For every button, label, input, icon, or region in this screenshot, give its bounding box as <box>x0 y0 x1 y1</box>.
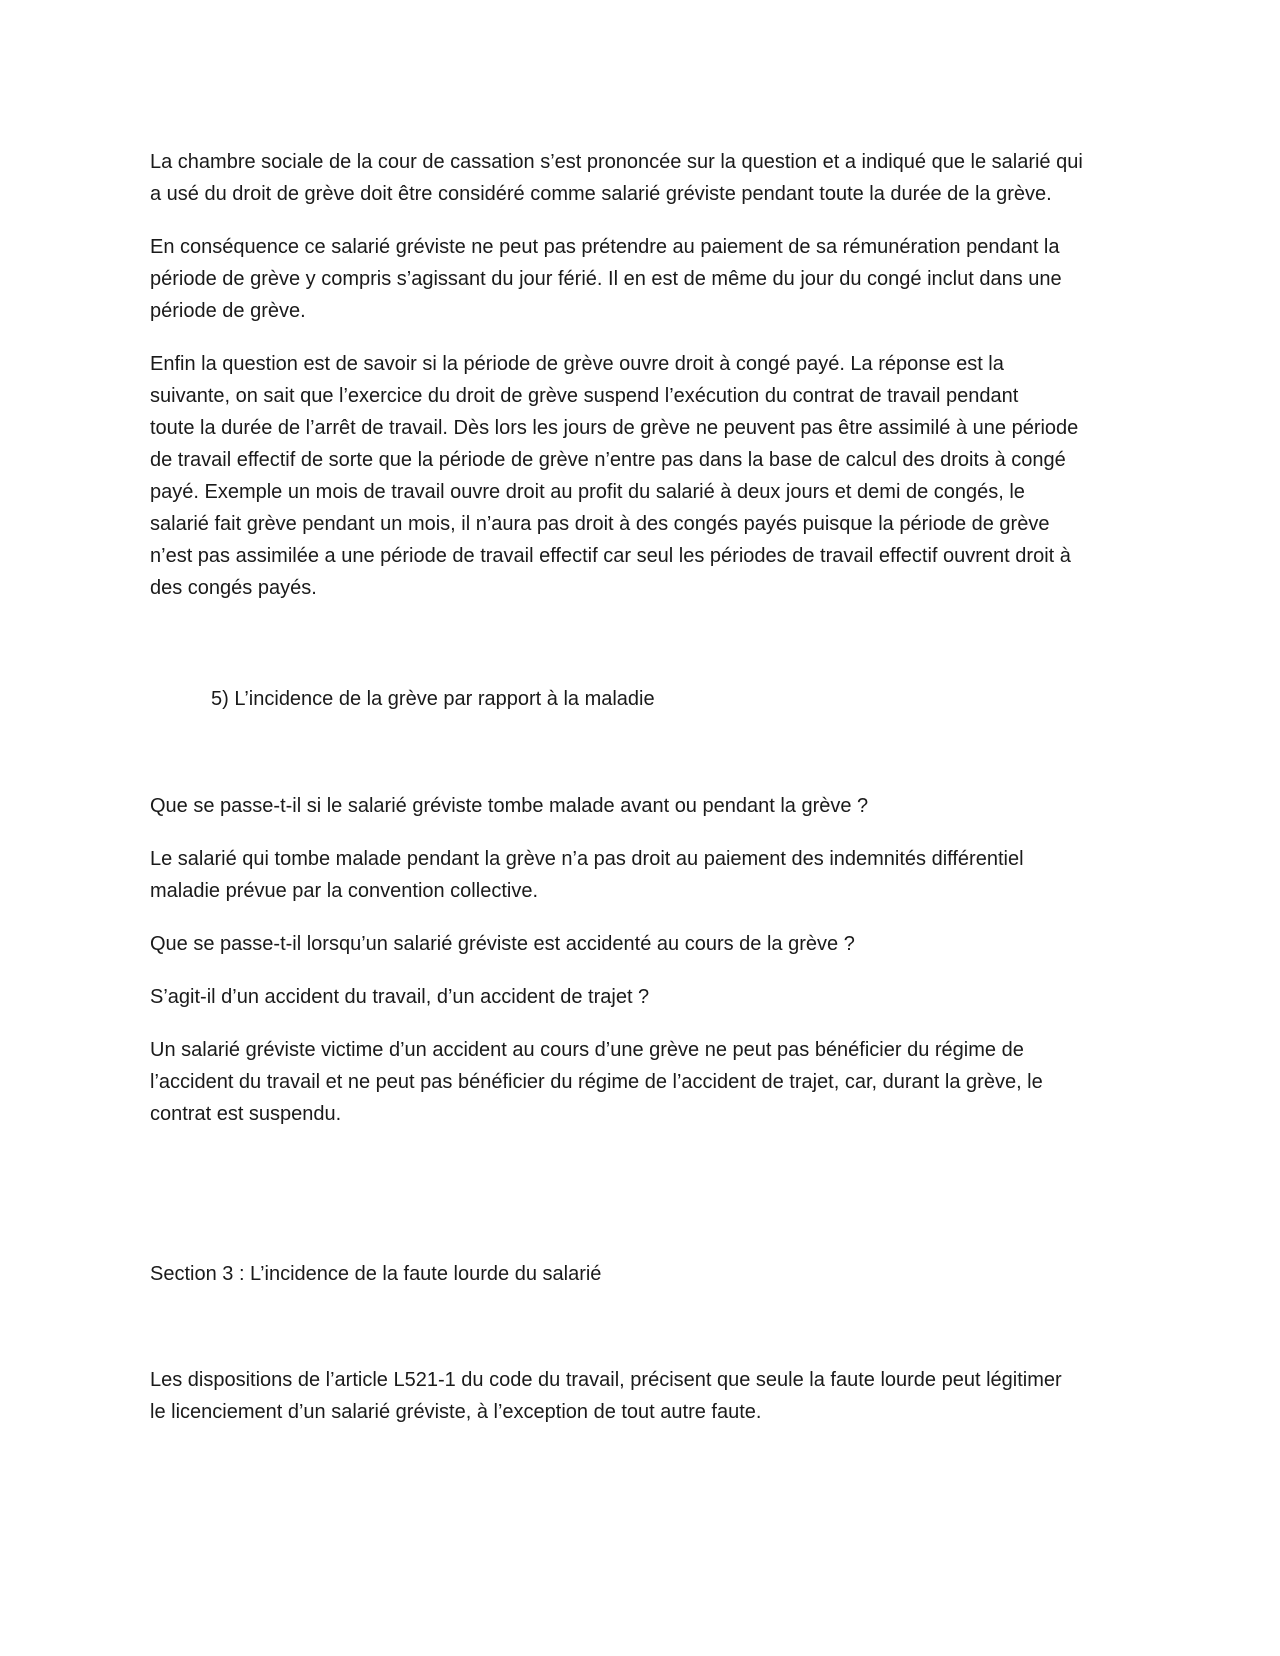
paragraph-conge-paye <box>150 348 1150 604</box>
paragraph-greviste-duree <box>150 146 1150 210</box>
text-line: En conséquence ce salarié gréviste ne peut pas prétendre au paiement de sa rémunération pendant la <box>150 236 1060 258</box>
text-line: La chambre sociale de la cour de cassation s’est prononcée sur la question et a indiqué que le salarié qui <box>150 151 1083 173</box>
text-line: salarié fait grève pendant un mois, il n’aura pas droit à des congés payés puisque la période de grève <box>150 513 1050 535</box>
text-line: suivante, on sait que l’exercice du droit de grève suspend l’exécution du contrat de travail pendant <box>150 385 1019 407</box>
text-line: Enfin la question est de savoir si la période de grève ouvre droit à congé payé. La réponse est la <box>150 353 1004 375</box>
paragraph-remuneration <box>150 231 1150 327</box>
heading-text: 5) L’incidence de la grève par rapport à la maladie <box>211 688 655 710</box>
text-line: contrat est suspendu. <box>150 1103 342 1125</box>
text-line: Que se passe-t-il si le salarié gréviste tombe malade avant ou pendant la grève ? <box>150 795 869 817</box>
text-line: n’est pas assimilée a une période de travail effectif car seul les périodes de travail effectif ouvrent droit à <box>150 545 1071 567</box>
paragraph-accident-greve <box>150 1034 1150 1130</box>
text-line: S’agit-il d’un accident du travail, d’un accident de trajet ? <box>150 986 650 1008</box>
text-line: période de grève. <box>150 300 306 322</box>
text-line: le licenciement d’un salarié gréviste, à l’exception de tout autre faute. <box>150 1401 762 1423</box>
text-line: a usé du droit de grève doit être considéré comme salarié gréviste pendant toute la durée de la grève. <box>150 183 1052 205</box>
heading-incidence-maladie <box>211 683 1211 715</box>
question-malade <box>150 790 1150 822</box>
text-line: période de grève y compris s’agissant du jour férié. Il en est de même du jour du congé inclut dans une <box>150 268 1062 290</box>
text-line: payé. Exemple un mois de travail ouvre droit au profit du salarié à deux jours et demi de congés, le <box>150 481 1025 503</box>
heading-text: Section 3 : L’incidence de la faute lourde du salarié <box>150 1263 602 1285</box>
text-line: Que se passe-t-il lorsqu’un salarié gréviste est accidenté au cours de la grève ? <box>150 933 855 955</box>
text-line: de travail effectif de sorte que la période de grève n’entre pas dans la base de calcul des droits à congé <box>150 449 1066 471</box>
text-line: Le salarié qui tombe malade pendant la grève n’a pas droit au paiement des indemnités différentiel <box>150 848 1024 870</box>
text-line: Les dispositions de l’article L521-1 du code du travail, précisent que seule la faute lourde peut légitimer <box>150 1369 1062 1391</box>
question-accidente <box>150 928 1150 960</box>
text-line: l’accident du travail et ne peut pas bénéficier du régime de l’accident de trajet, car, durant la grève, le <box>150 1071 1043 1093</box>
question-accident-travail-trajet <box>150 981 1150 1013</box>
text-line: Un salarié gréviste victime d’un accident au cours d’une grève ne peut pas bénéficier du régime de <box>150 1039 1024 1061</box>
paragraph-indemnites-maladie <box>150 843 1150 907</box>
text-line: des congés payés. <box>150 577 317 599</box>
text-line: toute la durée de l’arrêt de travail. Dès lors les jours de grève ne peuvent pas être assimilé à une période <box>150 417 1079 439</box>
section-3-heading <box>150 1258 1150 1290</box>
paragraph-article-l521-1 <box>150 1364 1150 1428</box>
text-line: maladie prévue par la convention collective. <box>150 880 538 902</box>
